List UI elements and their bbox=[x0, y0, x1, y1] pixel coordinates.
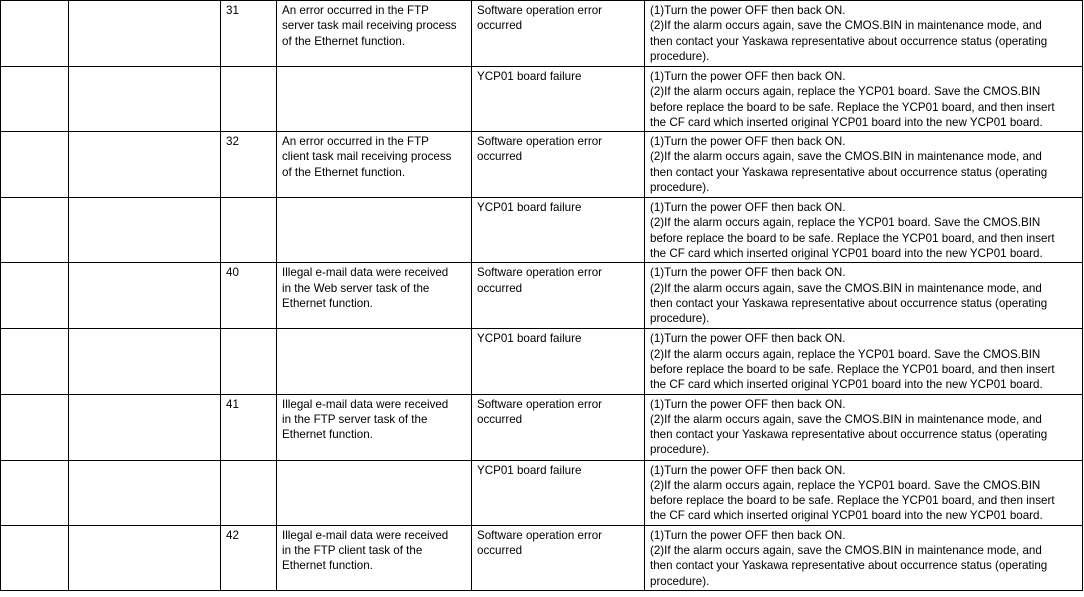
remedy-cell bbox=[645, 132, 1083, 198]
cause-line: Software operation error bbox=[477, 528, 603, 542]
remedy-line: (2)If the alarm occurs again, replace the YCP01 board. Save the CMOS.BIN bbox=[650, 478, 1041, 492]
sub-code-cell bbox=[221, 394, 277, 460]
alarm-table-body bbox=[1, 1, 1083, 591]
table-row bbox=[1, 1, 1083, 67]
remedy-cell bbox=[645, 1, 1083, 67]
sub-code-cell bbox=[221, 263, 277, 329]
meaning-line: Illegal e-mail data were received bbox=[282, 397, 449, 411]
cause-line: occurred bbox=[477, 544, 523, 558]
cause-line: occurred bbox=[477, 412, 523, 426]
remedy-line: (2)If the alarm occurs again, save the CMOS.BIN in maintenance mode, and bbox=[650, 281, 1042, 295]
remedy-line: then contact your Yaskawa representative about occurrence status (operating bbox=[650, 34, 1048, 48]
remedy-cell bbox=[645, 394, 1083, 460]
meaning-line: Ethernet function. bbox=[282, 296, 373, 310]
remedy-line: (1)Turn the power OFF then back ON. bbox=[650, 332, 846, 346]
sub-code-cell bbox=[221, 198, 277, 263]
cause-cell bbox=[472, 263, 645, 329]
remedy-line: the CF card which inserted original YCP01 board into the new YCP01 board. bbox=[650, 115, 1043, 129]
meaning-line: server task mail receiving process bbox=[282, 19, 457, 33]
remedy-line: then contact your Yaskawa representative about occurrence status (operating bbox=[650, 428, 1048, 442]
remedy-line: (2)If the alarm occurs again, replace the YCP01 board. Save the CMOS.BIN bbox=[650, 85, 1041, 99]
remedy-line: (2)If the alarm occurs again, replace the YCP01 board. Save the CMOS.BIN bbox=[650, 216, 1041, 230]
remedy-line: (1)Turn the power OFF then back ON. bbox=[650, 70, 846, 83]
sub-code-cell bbox=[221, 132, 277, 198]
remedy-line: (1)Turn the power OFF then back ON. bbox=[650, 201, 846, 215]
cause-line: YCP01 board failure bbox=[477, 70, 582, 83]
meaning-line: An error occurred in the FTP bbox=[282, 4, 429, 17]
meaning-cell bbox=[277, 67, 472, 132]
meaning-cell bbox=[277, 329, 472, 394]
blank-cell-2 bbox=[69, 198, 221, 263]
blank-cell-1 bbox=[1, 198, 69, 263]
meaning-cell bbox=[277, 132, 472, 198]
remedy-cell bbox=[645, 525, 1083, 590]
blank-cell-1 bbox=[1, 67, 69, 132]
cause-line: Software operation error bbox=[477, 266, 603, 280]
sub-code-cell bbox=[221, 460, 277, 525]
meaning-line: of the Ethernet function. bbox=[282, 34, 406, 48]
remedy-line: (2)If the alarm occurs again, save the CMOS.BIN in maintenance mode, and bbox=[650, 150, 1042, 164]
remedy-line: before replace the board to be safe. Replace the YCP01 board, and then insert bbox=[650, 362, 1055, 376]
cause-cell bbox=[472, 525, 645, 590]
remedy-line: the CF card which inserted original YCP01 board into the new YCP01 board. bbox=[650, 378, 1043, 392]
meaning-cell bbox=[277, 263, 472, 329]
remedy-line: (2)If the alarm occurs again, save the CMOS.BIN in maintenance mode, and bbox=[650, 544, 1042, 558]
remedy-line: then contact your Yaskawa representative about occurrence status (operating bbox=[650, 296, 1048, 310]
remedy-line: then contact your Yaskawa representative about occurrence status (operating bbox=[650, 165, 1048, 179]
sub-code: 41 bbox=[226, 397, 239, 411]
blank-cell-1 bbox=[1, 1, 69, 67]
remedy-line: before replace the board to be safe. Replace the YCP01 board, and then insert bbox=[650, 494, 1055, 508]
remedy-cell bbox=[645, 329, 1083, 394]
sub-code: 31 bbox=[226, 4, 239, 17]
remedy-line: procedure). bbox=[650, 181, 710, 195]
meaning-line: in the FTP server task of the bbox=[282, 412, 428, 426]
meaning-line: Illegal e-mail data were received bbox=[282, 528, 449, 542]
remedy-line: (2)If the alarm occurs again, replace the YCP01 board. Save the CMOS.BIN bbox=[650, 347, 1041, 361]
blank-cell-2 bbox=[69, 263, 221, 329]
cause-line: occurred bbox=[477, 19, 523, 33]
sub-code-cell bbox=[221, 329, 277, 394]
remedy-line: procedure). bbox=[650, 49, 710, 63]
remedy-line: (1)Turn the power OFF then back ON. bbox=[650, 528, 846, 542]
remedy-line: (1)Turn the power OFF then back ON. bbox=[650, 4, 846, 17]
blank-cell-2 bbox=[69, 1, 221, 67]
table-row bbox=[1, 394, 1083, 460]
meaning-cell bbox=[277, 198, 472, 263]
meaning-cell bbox=[277, 460, 472, 525]
remedy-line: (1)Turn the power OFF then back ON. bbox=[650, 397, 846, 411]
cause-cell bbox=[472, 67, 645, 132]
blank-cell-2 bbox=[69, 394, 221, 460]
sub-code-cell bbox=[221, 525, 277, 590]
blank-cell-1 bbox=[1, 329, 69, 394]
remedy-line: (2)If the alarm occurs again, save the CMOS.BIN in maintenance mode, and bbox=[650, 19, 1042, 33]
cause-line: YCP01 board failure bbox=[477, 201, 582, 215]
meaning-line: in the FTP client task of the bbox=[282, 544, 423, 558]
remedy-line: procedure). bbox=[650, 574, 710, 588]
table-row bbox=[1, 525, 1083, 590]
table-row bbox=[1, 329, 1083, 394]
sub-code: 32 bbox=[226, 135, 239, 149]
remedy-line: before replace the board to be safe. Replace the YCP01 board, and then insert bbox=[650, 100, 1055, 114]
blank-cell-1 bbox=[1, 263, 69, 329]
meaning-line: An error occurred in the FTP bbox=[282, 135, 429, 149]
remedy-line: (1)Turn the power OFF then back ON. bbox=[650, 266, 846, 280]
meaning-line: in the Web server task of the bbox=[282, 281, 430, 295]
sub-code-cell bbox=[221, 1, 277, 67]
blank-cell-2 bbox=[69, 329, 221, 394]
table-row bbox=[1, 460, 1083, 525]
blank-cell-1 bbox=[1, 132, 69, 198]
blank-cell-1 bbox=[1, 394, 69, 460]
cause-cell bbox=[472, 329, 645, 394]
cause-line: Software operation error bbox=[477, 397, 603, 411]
blank-cell-1 bbox=[1, 525, 69, 590]
cause-cell bbox=[472, 198, 645, 263]
sub-code: 40 bbox=[226, 266, 239, 280]
remedy-line: then contact your Yaskawa representative about occurrence status (operating bbox=[650, 559, 1048, 573]
table-row bbox=[1, 263, 1083, 329]
remedy-line: procedure). bbox=[650, 312, 710, 326]
meaning-cell bbox=[277, 525, 472, 590]
table-row bbox=[1, 67, 1083, 132]
meaning-cell bbox=[277, 1, 472, 67]
meaning-line: Illegal e-mail data were received bbox=[282, 266, 449, 280]
cause-cell bbox=[472, 1, 645, 67]
cause-cell bbox=[472, 132, 645, 198]
cause-cell bbox=[472, 460, 645, 525]
remedy-cell bbox=[645, 460, 1083, 525]
blank-cell-2 bbox=[69, 525, 221, 590]
cause-line: occurred bbox=[477, 281, 523, 295]
cause-line: occurred bbox=[477, 150, 523, 164]
remedy-cell bbox=[645, 67, 1083, 132]
remedy-line: before replace the board to be safe. Replace the YCP01 board, and then insert bbox=[650, 231, 1055, 245]
remedy-cell bbox=[645, 263, 1083, 329]
meaning-cell bbox=[277, 394, 472, 460]
remedy-line: (2)If the alarm occurs again, save the CMOS.BIN in maintenance mode, and bbox=[650, 412, 1042, 426]
table-row bbox=[1, 132, 1083, 198]
remedy-line: the CF card which inserted original YCP01 board into the new YCP01 board. bbox=[650, 509, 1043, 523]
cause-cell bbox=[472, 394, 645, 460]
cause-line: YCP01 board failure bbox=[477, 332, 582, 346]
sub-code-cell bbox=[221, 67, 277, 132]
meaning-line: of the Ethernet function. bbox=[282, 165, 406, 179]
sub-code: 42 bbox=[226, 528, 239, 542]
remedy-cell bbox=[645, 198, 1083, 263]
meaning-line: client task mail receiving process bbox=[282, 150, 452, 164]
cause-line: Software operation error bbox=[477, 4, 603, 17]
remedy-line: (1)Turn the power OFF then back ON. bbox=[650, 135, 846, 149]
blank-cell-2 bbox=[69, 67, 221, 132]
remedy-line: the CF card which inserted original YCP01 board into the new YCP01 board. bbox=[650, 247, 1043, 261]
meaning-line: Ethernet function. bbox=[282, 428, 373, 442]
meaning-line: Ethernet function. bbox=[282, 559, 373, 573]
cause-line: Software operation error bbox=[477, 135, 603, 149]
table-row bbox=[1, 198, 1083, 263]
blank-cell-2 bbox=[69, 460, 221, 525]
remedy-line: (1)Turn the power OFF then back ON. bbox=[650, 463, 846, 477]
cause-line: YCP01 board failure bbox=[477, 463, 582, 477]
blank-cell-1 bbox=[1, 460, 69, 525]
blank-cell-2 bbox=[69, 132, 221, 198]
remedy-line: procedure). bbox=[650, 443, 710, 457]
